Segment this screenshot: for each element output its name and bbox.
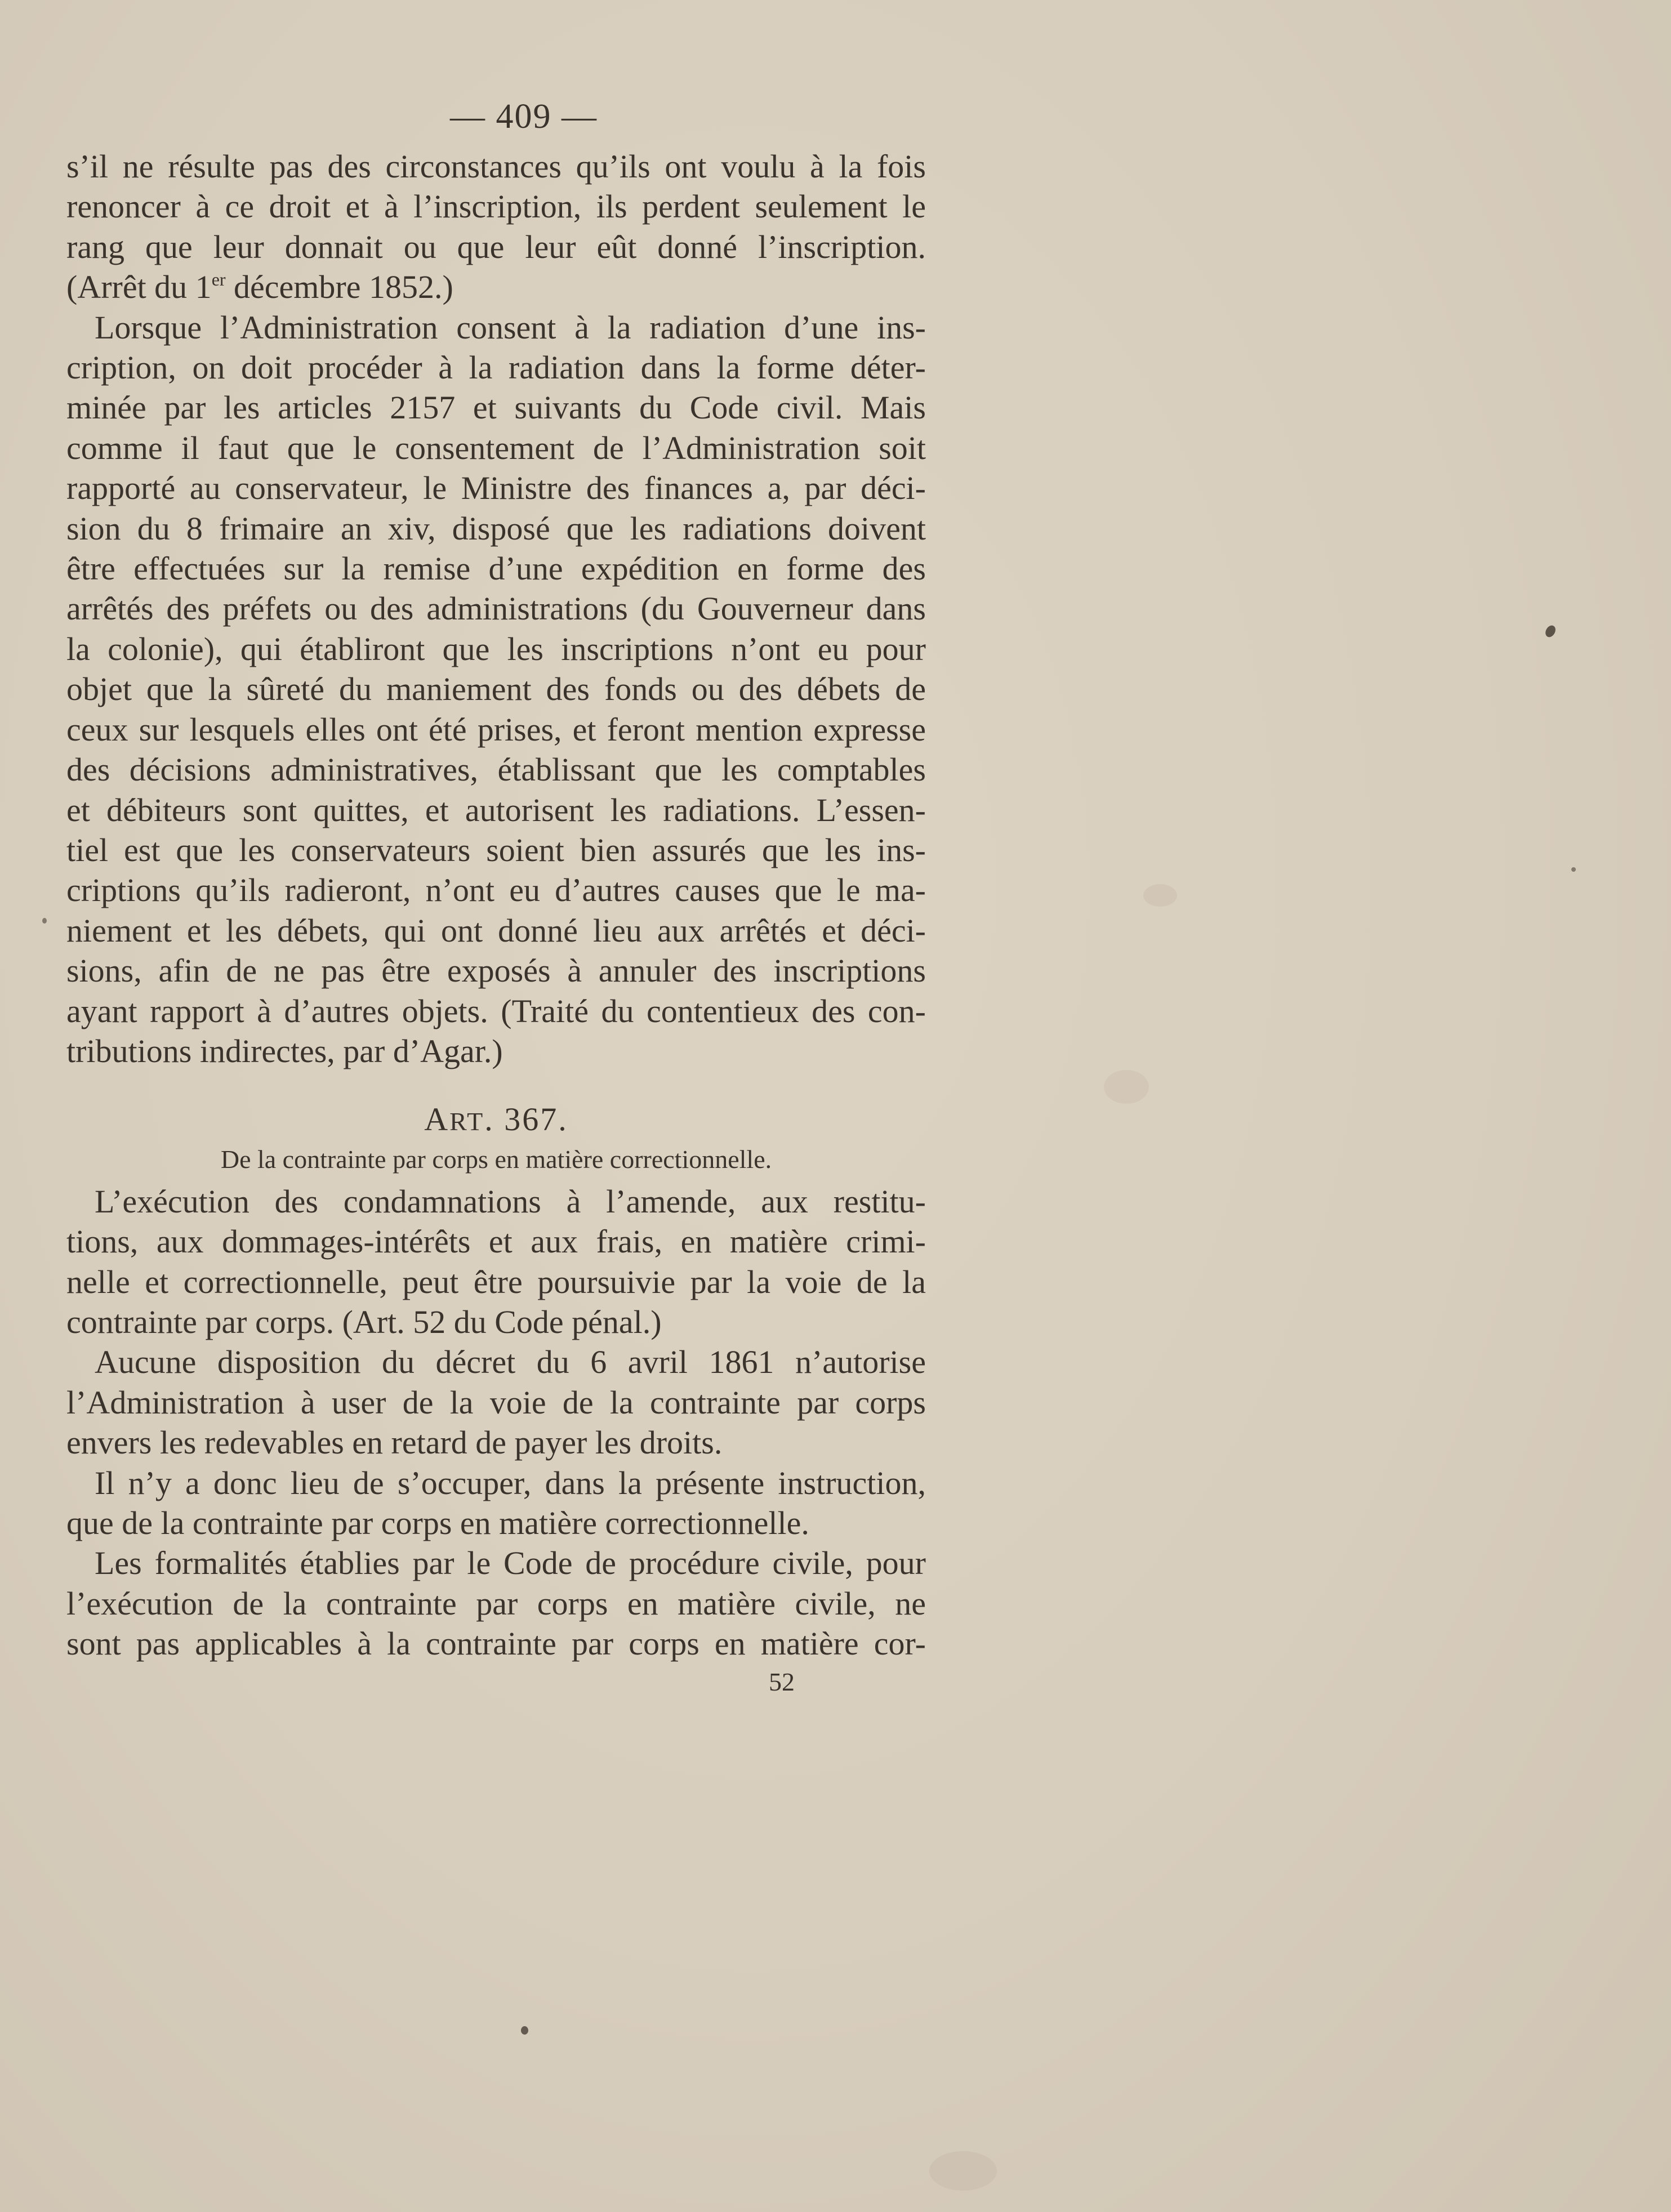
ordinal-superscript: er: [211, 269, 226, 290]
para6-line-3: sont pas applicables à la contrainte par corps en matière cor-: [66, 1625, 926, 1662]
article-number: . 367.: [484, 1101, 568, 1138]
article-prefix-small-caps: RT: [449, 1107, 485, 1136]
para4-line-1: Aucune disposition du décret du 6 avril 1861 n’autorise: [95, 1344, 926, 1381]
para4-line-3: envers les redevables en retard de payer les droits.: [66, 1424, 723, 1461]
para6-line-2: l’exécution de la contrainte par corps en matière civile, ne: [66, 1585, 926, 1622]
para2-line-12: des décisions administratives, établissant que les comptables: [66, 751, 926, 788]
para2-line-16: niement et les débets, qui ont donné lieu aux arrêtés et déci-: [66, 912, 926, 949]
para2-line-19: tributions indirectes, par d’Agar.): [66, 1032, 503, 1069]
para2-line-1: Lorsque l’Administration consent à la radiation d’une ins-: [95, 309, 926, 346]
para5-line-2: que de la contrainte par corps en matière correctionnelle.: [66, 1505, 809, 1541]
para1-line-4: [66, 267, 926, 307]
para1-line-3: rang que leur donnait ou que leur eût donné l’inscription.: [66, 228, 926, 265]
para2-line-15: criptions qu’ils radieront, n’ont eu d’autres causes que le ma-: [66, 872, 926, 909]
para2-line-10: objet que la sûreté du maniement des fonds ou des débets de: [66, 671, 926, 708]
paper-speck: [1571, 867, 1576, 872]
para2-line-5: rapporté au conservateur, le Ministre des finances a, par déci-: [66, 470, 926, 507]
para2-line-4: comme il faut que le consentement de l’Administration soit: [66, 429, 926, 466]
para3-line-1: L’exécution des condamnations à l’amende, aux restitu-: [95, 1183, 926, 1220]
article-heading: [66, 1099, 926, 1141]
para5-line-1: Il n’y a donc lieu de s’occuper, dans la présente instruction,: [95, 1464, 926, 1501]
para2-line-13: et débiteurs sont quittes, et autorisent les radiations. L’essen-: [66, 791, 926, 828]
para3-line-2: tions, aux dommages-intérêts et aux frais, en matière crimi-: [66, 1223, 926, 1260]
paper-speck: [929, 2151, 997, 2191]
para2-line-17: sions, afin de ne pas être exposés à annuler des inscriptions: [66, 952, 926, 989]
para1-line-1: s’il ne résulte pas des circonstances qu’ils ont voulu à la fois: [66, 148, 926, 185]
paper-speck: [1104, 1070, 1149, 1104]
section-spacer: [66, 1071, 926, 1099]
paper-speck: [521, 2026, 528, 2035]
paper-speck: [1143, 884, 1177, 907]
para2-line-11: ceux sur lesquels elles ont été prises, et feront mention expresse: [66, 711, 926, 748]
para2-line-9: la colonie), qui établiront que les inscriptions n’ont eu pour: [66, 630, 926, 667]
para3-line-3: nelle et correctionnelle, peut être poursuivie par la voie de la: [66, 1263, 926, 1300]
para4-line-2: l’Administration à user de la voie de la contrainte par corps: [66, 1384, 926, 1421]
para2-line-18: ayant rapport à d’autres objets. (Traité du contentieux des con-: [66, 992, 926, 1029]
para2-line-2: cription, on doit procéder à la radiation dans la forme déter-: [66, 349, 926, 386]
para2-line-3: minée par les articles 2157 et suivants du Code civil. Mais: [66, 389, 926, 426]
para2-line-8: arrêtés des préfets ou des administrations (du Gouverneur dans: [66, 590, 926, 627]
para1-line-4b: décembre 1852.): [225, 269, 453, 306]
para2-line-6: sion du 8 frimaire an xiv, disposé que les radiations doivent: [66, 510, 926, 547]
page-number-header: — 409 —: [450, 97, 598, 136]
para1-line-4a: (Arrêt du 1: [66, 269, 212, 306]
para2-line-7: être effectuées sur la remise d’une expédition en forme des: [66, 550, 926, 587]
paper-speck: [42, 918, 47, 924]
article-prefix: A: [424, 1101, 450, 1138]
para3-line-4: contrainte par corps. (Art. 52 du Code pénal.): [66, 1303, 662, 1340]
paper-speck: [1544, 623, 1558, 639]
para6-line-1: Les formalités établies par le Code de procédure civile, pour: [95, 1545, 926, 1582]
para2-line-14: tiel est que les conservateurs soient bien assurés que les ins-: [66, 831, 926, 868]
article-title: De la contrainte par corps en matière correctionnelle.: [220, 1144, 772, 1174]
para1-line-2: renoncer à ce droit et à l’inscription, ils perdent seulement le: [66, 188, 926, 225]
page-body-text: [66, 146, 926, 1664]
signature-mark: 52: [769, 1667, 795, 1696]
